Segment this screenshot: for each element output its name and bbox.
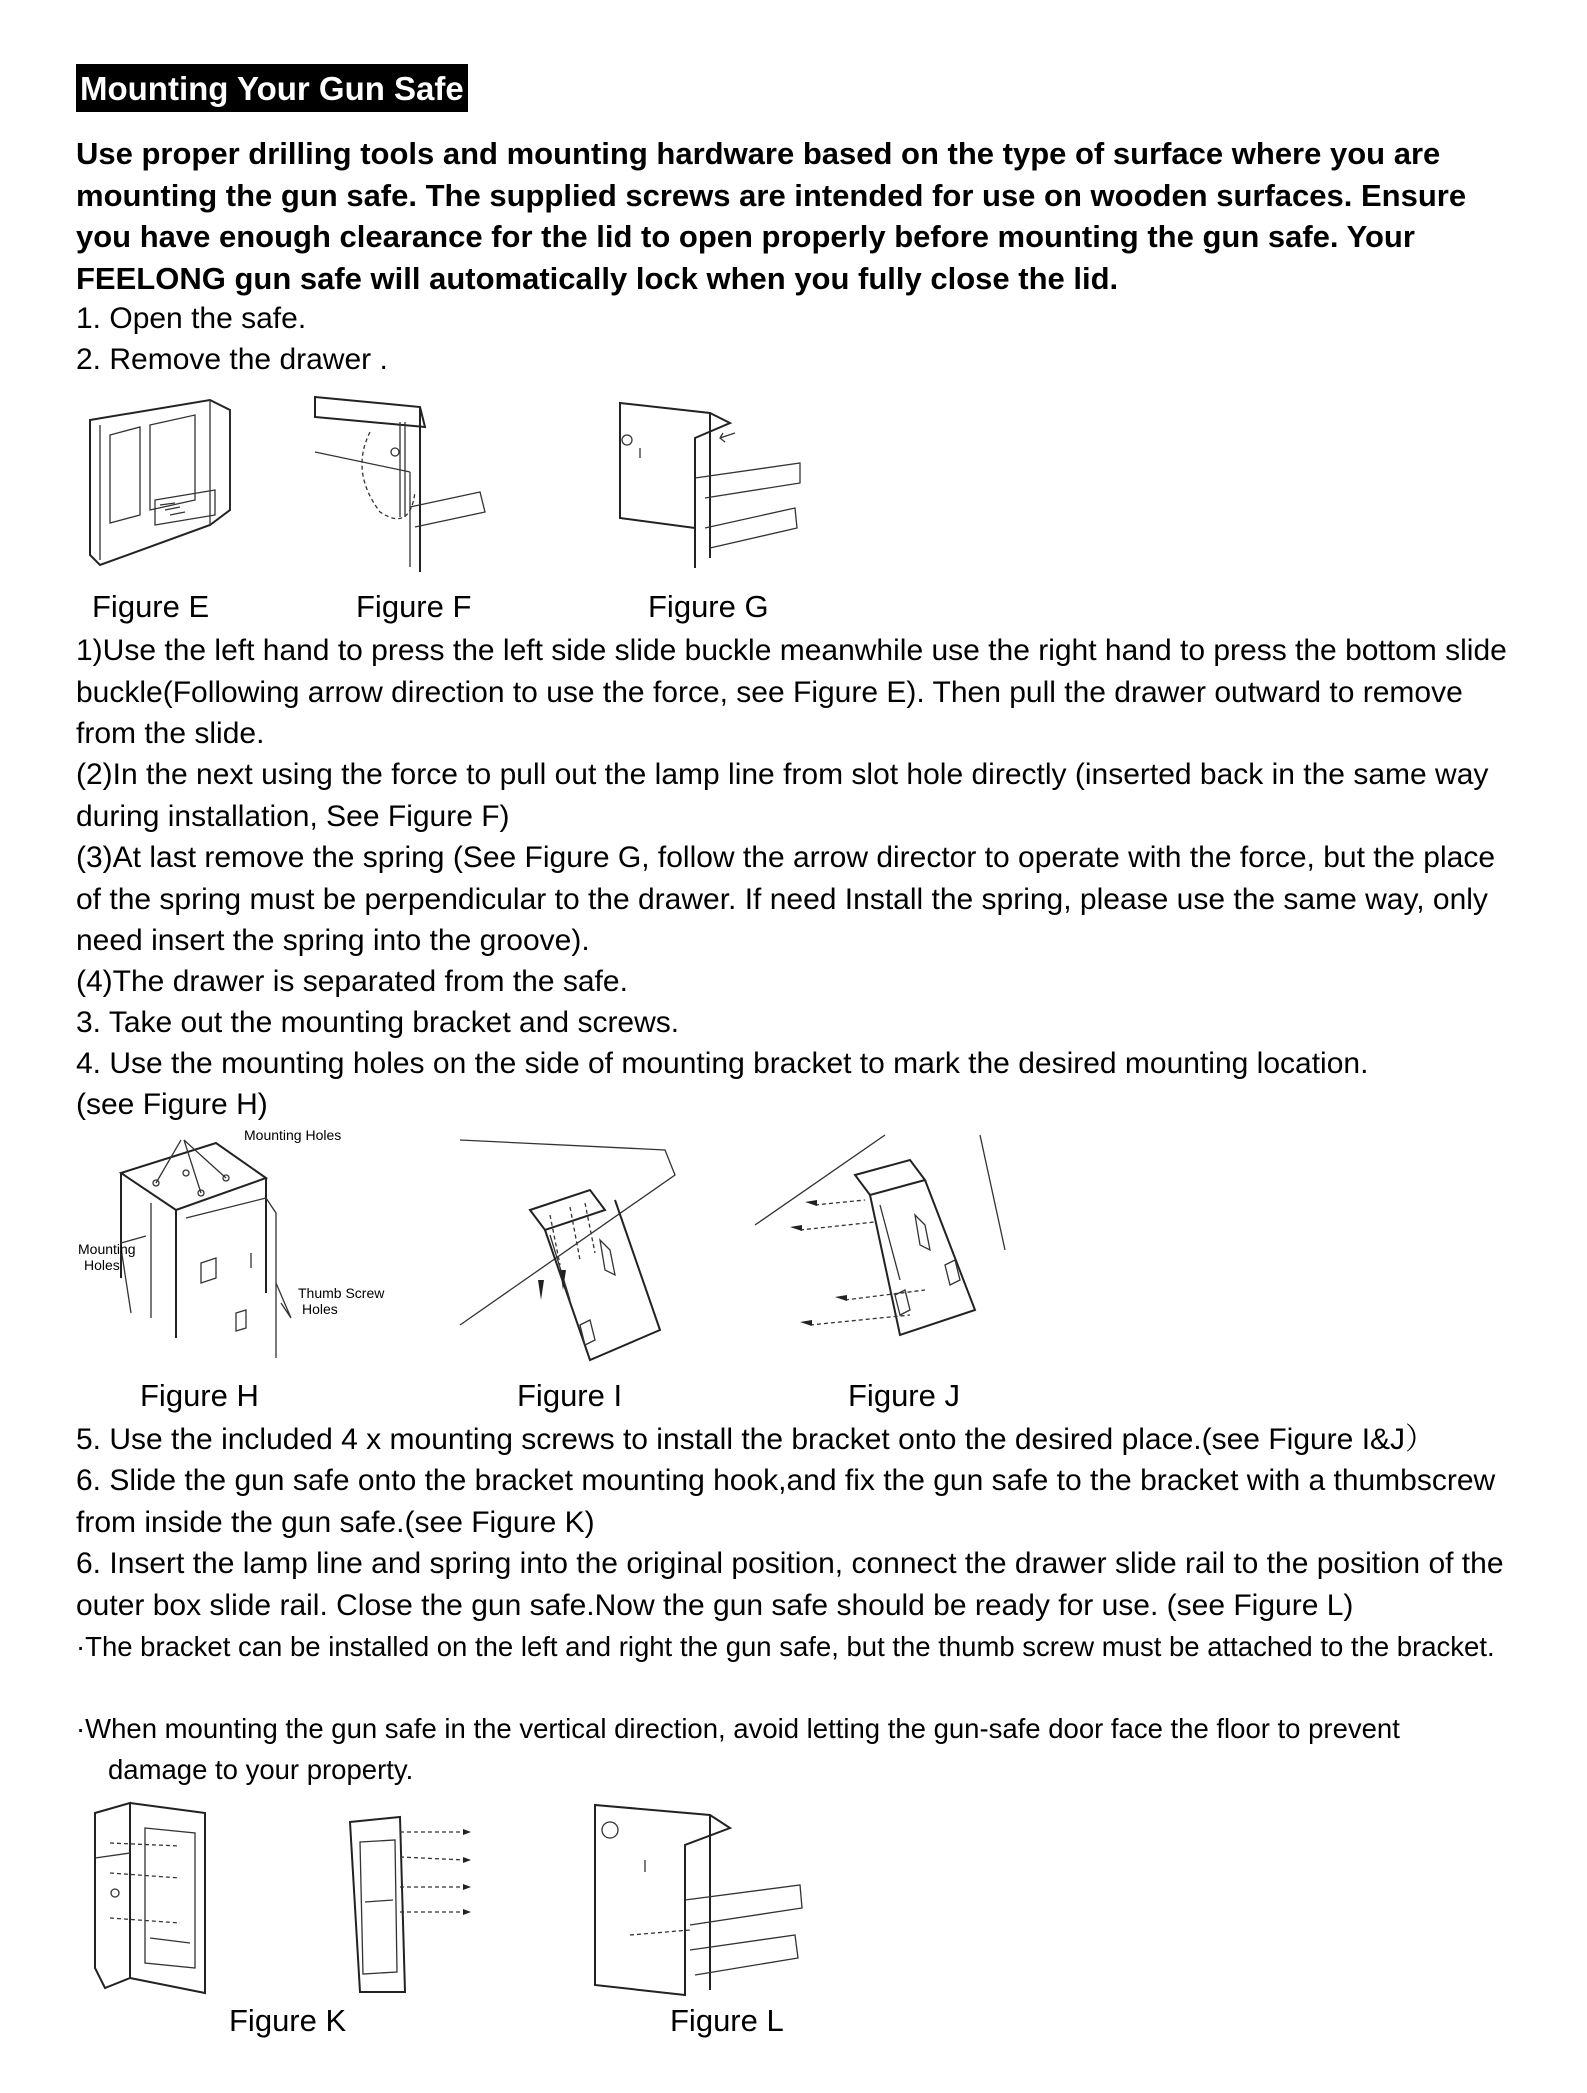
- step-6: 6. Slide the gun safe onto the bracket mounting hook,and fix the gun safe to the bracket with a thumbscrew from inside the gun safe.(see Figure K): [76, 1464, 1496, 1539]
- page-title: Mounting Your Gun Safe: [76, 64, 468, 112]
- figure-f-caption: Figure F: [356, 589, 472, 624]
- figure-i-caption: Figure I: [517, 1378, 623, 1413]
- note-2a: ·When mounting the gun safe in the vertical direction, avoid letting the gun-safe door face the floor to prevent: [76, 1713, 1400, 1744]
- note-2b: damage to your property.: [108, 1754, 414, 1785]
- step-1: 1. Open the safe.: [76, 302, 307, 335]
- figure-h-label-thumb-screw-1: Thumb Screw: [298, 1285, 385, 1301]
- substep-4: (4)The drawer is separated from the safe.: [76, 965, 628, 998]
- substep-2: (2)In the next using the force to pull out the lamp line from slot hole directly (inserted back in the same way during installation, See Figure F): [76, 758, 1489, 833]
- figure-k-caption: Figure K: [229, 2003, 347, 2038]
- figure-h-illustration: [76, 1128, 396, 1368]
- figure-j-illustration: [750, 1130, 1020, 1350]
- figure-e-caption: Figure E: [92, 589, 210, 624]
- step-5: 5. Use the included 4 x mounting screws to install the bracket onto the desired place.(see Figure I&J）: [76, 1423, 1436, 1456]
- figure-j-caption: Figure J: [848, 1378, 960, 1413]
- figure-k-illustration-1: [90, 1798, 240, 1998]
- step-3: 3. Take out the mounting bracket and screws.: [76, 1006, 680, 1039]
- figure-h-caption: Figure H: [140, 1378, 259, 1413]
- step-6b: 6. Insert the lamp line and spring into the original position, connect the drawer slide rail to the position of the outer box slide rail. Close the gun safe.Now the gun safe should be ready for use. (see Figure L): [76, 1547, 1504, 1622]
- substep-3: (3)At last remove the spring (See Figure G, follow the arrow director to operate with the force, but the place of the spring must be perpendicular to the drawer. If need Install the spring, please use the same way, only need insert the spring into the groove).: [76, 841, 1496, 957]
- figure-f-illustration: [310, 392, 490, 577]
- figure-l-caption: Figure L: [670, 2003, 784, 2038]
- intro-paragraph: Use proper drilling tools and mounting hardware based on the type of surface where you are mounting the gun safe. The supplied screws are intended for use on wooden surfaces. Ensure you have enough clearance for the lid to open properly before mounting the gun safe. Your FEELONG gun safe will automatically lock when you fully close the lid.: [76, 136, 1467, 296]
- step-4-ref: (see Figure H): [76, 1088, 268, 1121]
- substep-1: 1)Use the left hand to press the left side slide buckle meanwhile use the right hand to press the bottom slide buckle(Following arrow direction to use the force, see Figure E). Then pull the drawer outward to remove from the slide.: [76, 634, 1507, 750]
- figure-h-label-mounting-holes: Mounting Holes: [244, 1128, 342, 1143]
- figure-h-label-mounting-left-2: Holes: [84, 1257, 120, 1273]
- figure-l-illustration: [590, 1800, 810, 2000]
- note-1: ·The bracket can be installed on the left and right the gun safe, but the thumb screw must be attached to the bracket.: [76, 1631, 1495, 1662]
- figure-h-label-mounting-left-1: Mounting: [78, 1241, 136, 1257]
- figure-g-caption: Figure G: [648, 589, 769, 624]
- step-4: 4. Use the mounting holes on the side of mounting bracket to mark the desired mounting location.: [76, 1047, 1369, 1080]
- figure-k-illustration-2: [345, 1812, 485, 1997]
- figure-g-illustration: [615, 398, 805, 578]
- figure-h-label-thumb-screw-2: Holes: [302, 1301, 338, 1317]
- step-2: 2. Remove the drawer .: [76, 343, 388, 376]
- figure-e-illustration: [80, 395, 240, 575]
- figure-i-illustration: [450, 1135, 690, 1375]
